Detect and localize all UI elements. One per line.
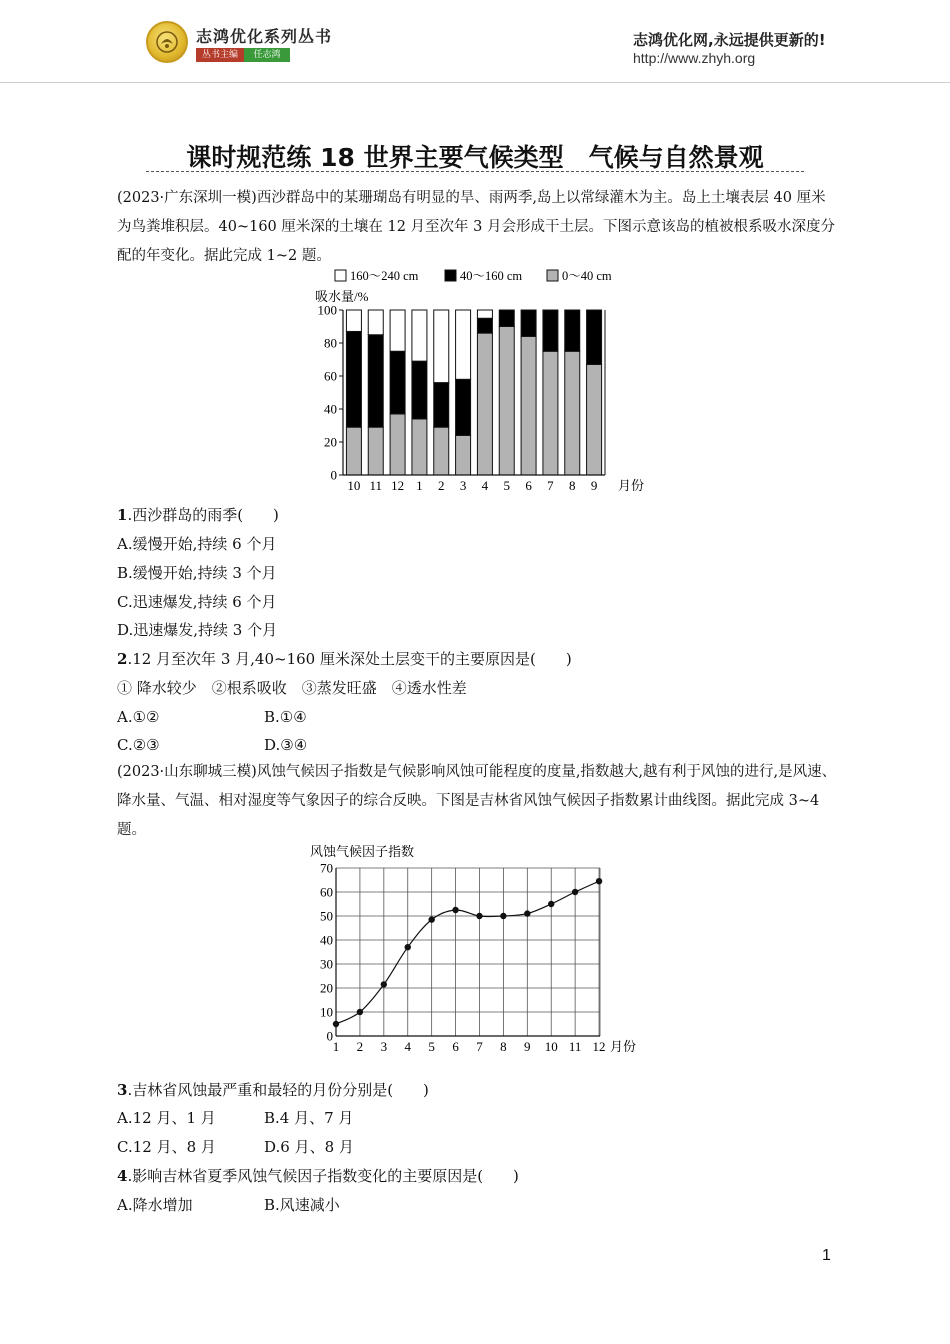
question-4 (117, 1166, 519, 1186)
x-tick-label: 8 (569, 478, 576, 493)
x-tick-label: 7 (476, 1039, 483, 1054)
bar-segment (477, 318, 492, 333)
bar-segment (412, 310, 427, 361)
site-slogan: 志鸿优化网,永远提供更新的! (633, 31, 826, 49)
bar-segment (456, 310, 471, 379)
passage-1: (2023·广东深圳一模)西沙群岛中的某珊瑚岛有明显的旱、雨两季,岛上以常绿灌木为主。岛上土壤表层 40 厘米为鸟粪堆积层。40~160 厘米深的土壤在 12 月至次年 3 月会形成干土层。下图示意该岛的植被根系吸水深度分配的年变化。据此完成 1~2 题。 (117, 190, 835, 264)
wind-erosion-index-chart (300, 838, 650, 1060)
bar-segment (434, 383, 449, 428)
question-1 (117, 505, 279, 525)
question-2 (117, 649, 572, 669)
data-point (596, 878, 602, 884)
x-tick-label: 1 (332, 1039, 340, 1054)
y-tick-label: 40 (320, 932, 333, 948)
bar-segment (565, 351, 580, 475)
x-tick-label: 3 (380, 1039, 388, 1054)
q3-option-c[interactable]: C.12 月、8 月 (117, 1138, 216, 1156)
x-tick-label: 4 (404, 1039, 411, 1054)
x-tick-label: 8 (500, 1039, 507, 1054)
bar-segment (499, 310, 514, 327)
question-3 (117, 1080, 429, 1100)
bar-segment (543, 310, 558, 351)
q2-statements: ① 降水较少 ②根系吸收 ③蒸发旺盛 ④透水性差 (117, 679, 467, 697)
x-tick-label: 12 (592, 1039, 606, 1054)
x-tick-label: 5 (503, 478, 510, 493)
y-tick-label: 30 (320, 956, 333, 972)
x-tick-label: 3 (459, 478, 467, 493)
bar-segment (346, 331, 361, 427)
bar-segment (587, 310, 602, 364)
x-tick-label: 12 (391, 478, 405, 493)
data-point (428, 916, 434, 922)
title-underline (146, 171, 804, 172)
data-point (500, 913, 506, 919)
data-point (452, 907, 458, 913)
page-title: 课时规范练 18 世界主要气候类型 气候与自然景观 (186, 143, 764, 172)
chart1-x-axis-label: 月份 (618, 478, 645, 493)
data-point (524, 910, 530, 916)
y-tick-label: 20 (320, 980, 333, 996)
header-divider (0, 82, 950, 83)
y-tick-label: 20 (324, 434, 337, 450)
x-tick-label: 9 (524, 1039, 531, 1054)
question-2-stem: .12 月至次年 3 月,40~160 厘米深处土层变干的主要原因是( ) (127, 650, 572, 668)
site-url-link[interactable]: http://www.zhyh.org (633, 50, 756, 66)
bar-segment (587, 364, 602, 475)
q4-option-a[interactable]: A.降水增加 (117, 1196, 193, 1214)
legend-label: 160～240 cm (350, 269, 419, 283)
page-number: 1 (822, 1247, 831, 1264)
chart2-x-axis-label: 月份 (610, 1039, 637, 1054)
passage-2: (2023·山东聊城三模)风蚀气候因子指数是气候影响风蚀可能程度的度量,指数越大,越有利于风蚀的进行,是风速、降水量、气温、相对湿度等气象因子的综合反映。下图是吉林省风蚀气候因子指数累计曲线图。据此完成 3~4 题。 (117, 764, 837, 838)
publisher-logo (146, 21, 188, 63)
x-tick-label: 2 (356, 1039, 364, 1054)
question-2-number: 2 (117, 650, 128, 668)
q3-option-b[interactable]: B.4 月、7 月 (264, 1109, 354, 1127)
bar-segment (346, 310, 361, 331)
index-curve (336, 881, 599, 1024)
bar-segment (390, 310, 405, 351)
y-tick-label: 10 (320, 1004, 333, 1020)
data-point (572, 889, 578, 895)
bar-segment (543, 351, 558, 475)
bar-segment (477, 310, 492, 318)
bar-segment (477, 333, 492, 475)
question-4-stem: .影响吉林省夏季风蚀气候因子指数变化的主要原因是( ) (127, 1167, 519, 1185)
bar-segment (368, 310, 383, 335)
bar-segment (456, 435, 471, 475)
bar-segment (368, 427, 383, 475)
question-3-stem: .吉林省风蚀最严重和最轻的月份分别是( ) (127, 1081, 429, 1099)
y-tick-label: 50 (320, 908, 333, 924)
x-tick-label: 10 (544, 1039, 558, 1054)
x-tick-label: 7 (547, 478, 554, 493)
legend-swatch (547, 270, 558, 281)
root-water-uptake-chart (300, 264, 660, 496)
x-tick-label: 9 (590, 478, 598, 493)
bar-segment (412, 361, 427, 419)
y-tick-label: 70 (320, 860, 333, 876)
bar-segment (346, 427, 361, 475)
q2-option-c[interactable]: C.②③ (117, 736, 160, 754)
x-tick-label: 6 (525, 478, 532, 493)
series-title: 志鸿优化系列丛书 (196, 27, 333, 46)
x-tick-label: 4 (481, 478, 489, 493)
bar-segment (456, 379, 471, 435)
x-tick-label: 1 (416, 478, 423, 493)
data-point (357, 1009, 363, 1015)
x-tick-label: 6 (452, 1039, 459, 1054)
bar-segment (390, 351, 405, 414)
question-1-stem: .西沙群岛的雨季( ) (127, 506, 279, 524)
bar-segment (390, 414, 405, 475)
y-tick-label: 80 (324, 335, 337, 351)
x-tick-label: 11 (369, 478, 383, 493)
data-point (333, 1021, 339, 1027)
q1-option-c[interactable]: C.迅速爆发,持续 6 个月 (117, 593, 277, 611)
y-tick-label: 60 (324, 368, 337, 384)
bar-segment (521, 336, 536, 475)
q1-option-d[interactable]: D.迅速爆发,持续 3 个月 (117, 621, 278, 639)
q3-option-d[interactable]: D.6 月、8 月 (264, 1138, 354, 1156)
q2-option-b[interactable]: B.①④ (264, 708, 307, 726)
x-tick-label: 10 (347, 478, 361, 493)
legend-swatch (445, 270, 456, 281)
q3-option-a[interactable]: A.12 月、1 月 (117, 1109, 216, 1127)
y-tick-label: 100 (317, 302, 337, 318)
bar-segment (412, 419, 427, 475)
editor-label: 丛书主编 (196, 48, 244, 62)
q4-option-b[interactable]: B.风速减小 (264, 1196, 340, 1214)
x-tick-label: 11 (568, 1039, 582, 1054)
bar-segment (499, 327, 514, 476)
chart1-y-axis-label: 吸水量/% (315, 289, 369, 304)
y-tick-label: 0 (326, 1028, 333, 1044)
data-point (476, 913, 482, 919)
bar-segment (434, 310, 449, 383)
question-3-number: 3 (117, 1081, 128, 1099)
x-tick-label: 2 (438, 478, 445, 493)
bar-segment (521, 310, 536, 336)
logo-emblem-icon (155, 30, 179, 54)
data-point (381, 981, 387, 987)
q1-option-b[interactable]: B.缓慢开始,持续 3 个月 (117, 564, 277, 582)
legend-swatch (335, 270, 346, 281)
legend-label: 0～40 cm (562, 269, 612, 283)
q1-option-a[interactable]: A.缓慢开始,持续 6 个月 (117, 535, 277, 553)
x-tick-label: 5 (428, 1039, 435, 1054)
bar-segment (368, 335, 383, 427)
bar-segment (434, 427, 449, 475)
data-point (548, 901, 554, 907)
question-4-number: 4 (117, 1167, 128, 1185)
data-point (405, 944, 411, 950)
chart1-legend (335, 269, 612, 283)
y-tick-label: 60 (320, 884, 333, 900)
bar-segment (565, 310, 580, 351)
q2-option-d[interactable]: D.③④ (264, 736, 308, 754)
question-1-number: 1 (117, 506, 128, 524)
editor-name: 任志鸿 (244, 48, 290, 62)
legend-label: 40～160 cm (460, 269, 523, 283)
y-tick-label: 40 (324, 401, 337, 417)
chart2-y-axis-label: 风蚀气候因子指数 (310, 844, 415, 859)
y-tick-label: 0 (330, 467, 337, 483)
q2-option-a[interactable]: A.①② (117, 708, 160, 726)
